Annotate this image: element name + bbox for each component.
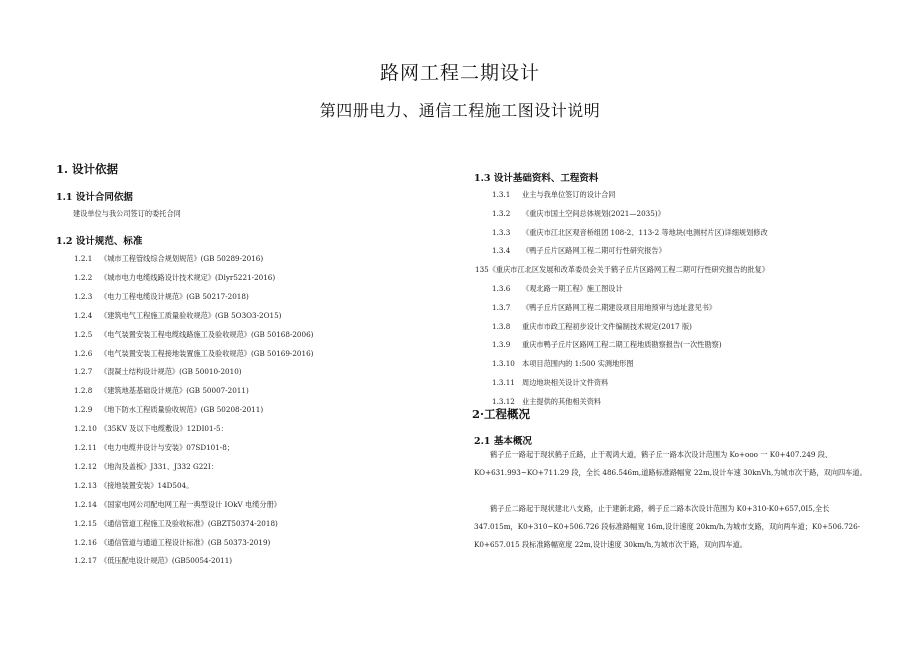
list-item-number: 1.3.7 <box>492 302 511 312</box>
list-item-number: 1.2.15 <box>74 518 97 528</box>
list-item-text: 《接地装置安装》14D504。 <box>100 480 194 490</box>
section-2-1-heading: 2.1 基本概况 <box>474 436 532 447</box>
list-item <box>74 519 278 529</box>
document-subtitle: 第四册电力、通信工程施工图设计说明 <box>319 101 601 120</box>
list-item-number: 1.3.11 <box>492 378 515 387</box>
list-item <box>74 254 263 264</box>
list-item-number: 1.3.8 <box>492 321 511 331</box>
list-item-number: 1.2.7 <box>74 367 93 377</box>
list-item-text: 《地沟及盖板》J331、J332 G22I： <box>100 461 218 471</box>
section-1-3-heading: 1.3 设计基础资料、工程资料 <box>474 173 599 184</box>
list-item-text: 《鸭子丘片区路网工程二期可行性研究报告》 <box>522 246 666 256</box>
list-item-text: 《重庆市江北区观音桥组团 108-2、113-2 等地块(电测村片区)详细规划修改 <box>522 227 768 237</box>
list-item-text: 135《重庆市江北区发展和改革委员会关于鹤子丘片区路网工程二期可行性研究报告的批复》 <box>475 265 770 275</box>
list-item <box>492 340 722 350</box>
list-item-number: 1.3.6 <box>492 284 511 293</box>
list-item-number: 1.3.10 <box>492 359 515 369</box>
section-2-heading: 2·工程概况 <box>472 407 531 421</box>
list-item-text: 周边地块相关设计文件资料 <box>522 378 609 387</box>
list-item <box>74 405 263 415</box>
list-item <box>74 538 270 548</box>
section-1-1-heading: 1.1 设计合同依据 <box>56 192 133 203</box>
overview-paragraph-1: 鹤子丘一路起于现状鹤子丘路，止于观鸿大道，鹤子丘一路本次设计范围为 Ko+ooo 一 K0+407.249 段、KO+631.993~KO+711.29 段，全长 486.546m,道路标准路幅宽 22m,设计车速 30knVh,为城市次干路，双向四车道。 <box>474 450 867 477</box>
list-item <box>492 190 615 200</box>
section-1-heading: 1. 设计依据 <box>56 162 119 176</box>
list-item-text: 《电力电缆井设计与安装》07SD101-8； <box>100 443 234 452</box>
list-item-text: 《城市电力电缆线路设计技术规定》(Dlyr5221-2016) <box>100 272 276 282</box>
list-item-number: 1.2.1 <box>74 254 93 263</box>
list-item-text: 本项目范围内的 1:500 实测地形图 <box>522 359 634 369</box>
list-item-number: 1.2.6 <box>74 348 93 358</box>
list-item-text: 重庆市鸭子丘片区路网工程二期工程地质勘察报告(一次性勘察) <box>522 340 722 350</box>
document-title: 路网工程二期设计 <box>379 62 540 84</box>
list-item-text: 《建筑地基基础设计规范》(GB 50007-2011) <box>100 386 249 396</box>
list-item <box>74 481 193 491</box>
list-item-text: 《国家电网公司配电网工程一典型设计 IOkV 电缆分册》 <box>100 499 281 509</box>
section-1-1-text: 建设单位与我公司签订的委托合同 <box>73 209 181 218</box>
list-item-number: 1.2.16 <box>74 537 97 547</box>
list-item-number: 1.2.5 <box>74 329 93 339</box>
list-item-number: 1.3.9 <box>492 340 511 350</box>
list-item-text: 《通信管道与通道工程设计标准》(GB 50373-2019) <box>100 537 271 547</box>
list-item-number: 1.2.13 <box>74 480 97 490</box>
list-item-text: 《地下防水工程质量验收规范》(GB 50208-2011) <box>100 405 264 415</box>
list-item-number: 1.3.1 <box>492 190 511 199</box>
list-item <box>74 311 281 321</box>
list-item <box>74 500 281 510</box>
list-item <box>492 246 666 256</box>
list-item-number: 1.2.14 <box>74 499 97 509</box>
list-item-number: 1.2.8 <box>74 386 93 396</box>
list-item-text: 《城市工程管线综合规划规范》(GB 50289-2016) <box>100 254 264 263</box>
list-item-number: 1.2.2 <box>74 272 93 282</box>
list-item <box>492 228 768 238</box>
list-item-text: 《电力工程电缆设计规范》(GB 50217-2018) <box>100 291 249 301</box>
list-item <box>74 462 218 472</box>
list-item-text: 《电气装置安装工程电缆线路施工及验收规范》(GB 50168-2006) <box>100 329 314 339</box>
list-item-text: 《35KV 及以下电缆敷设》12DI01-5： <box>100 424 228 434</box>
list-item-number: 1.2.10 <box>74 424 97 434</box>
list-item-text: 《低压配电设计规范》(GB50054-2011) <box>100 556 233 566</box>
list-item-number: 1.3.2 <box>492 208 511 218</box>
list-item <box>74 292 249 302</box>
list-item-text: 《混凝土结构设计规范》(GB 50010-2010) <box>100 367 242 377</box>
list-item-number: 1.3.3 <box>492 227 511 237</box>
list-item-text: 《通信管道工程施工及验收标准》(GBZT50374-2018) <box>100 518 278 528</box>
list-item <box>492 284 623 294</box>
overview-paragraph-2: 鹤子丘二路起于现状建北八支路，止于建新北路，鹈子丘二路本次设计范围为 K0+310-K0+657,0I5,全长 347.015m，K0+310~K0+506.726 段标准路幅宽 16m,设计速度 20km/h,为城市支路，双向两车道；K0+506.726-K0+657.015 段标准路幅宽度 22m,设计速度 30km/h,为城市次干路，双向四车道。 <box>474 504 861 549</box>
list-item <box>74 367 242 377</box>
list-item-text: 业主与我单位签订的设计合同 <box>522 190 616 199</box>
list-item <box>492 209 665 219</box>
list-item-number: 1.2.4 <box>74 310 93 320</box>
list-item <box>74 424 228 434</box>
list-item-number: 1.3.4 <box>492 246 511 256</box>
list-item <box>74 330 313 340</box>
list-item-number: 1.2.11 <box>74 443 97 452</box>
list-item-number: 1.3.12 <box>492 396 515 406</box>
list-item <box>492 378 608 388</box>
list-item <box>492 303 716 313</box>
list-item <box>74 443 234 453</box>
list-item-number: 1.2.12 <box>74 461 97 471</box>
list-item <box>74 349 313 359</box>
list-item-number: 1.2.17 <box>74 556 97 566</box>
list-item-text: 重庆市市政工程初步设计文件编制技术规定(2017 版) <box>522 321 692 331</box>
list-item <box>74 556 232 566</box>
list-item <box>475 265 769 275</box>
section-1-2-heading: 1.2 设计规范、标准 <box>56 236 143 247</box>
list-item-text: 《观北路一期工程》施工图设计 <box>522 284 623 293</box>
list-item-text: 《电气装置安装工程接地装置施工及验收规范》(GB 50169-2016) <box>100 348 314 358</box>
list-item <box>74 386 249 396</box>
list-item <box>74 273 275 283</box>
list-item-number: 1.2.9 <box>74 405 93 415</box>
list-item-text: 《重庆市国土空间总体规划(2021—2035)》 <box>522 208 665 218</box>
list-item-number: 1.2.3 <box>74 291 93 301</box>
list-item <box>492 359 634 369</box>
list-item <box>492 322 692 332</box>
list-item-text: 《建筑电气工程施工质量验收规范》(GB 5O3O3-2O15) <box>100 310 282 320</box>
list-item-text: 《鸭子丘片区路网工程二期建设项目用地预审与选址意见书》 <box>522 302 717 312</box>
list-item-text: 业主提供的其他相关资料 <box>522 396 602 406</box>
